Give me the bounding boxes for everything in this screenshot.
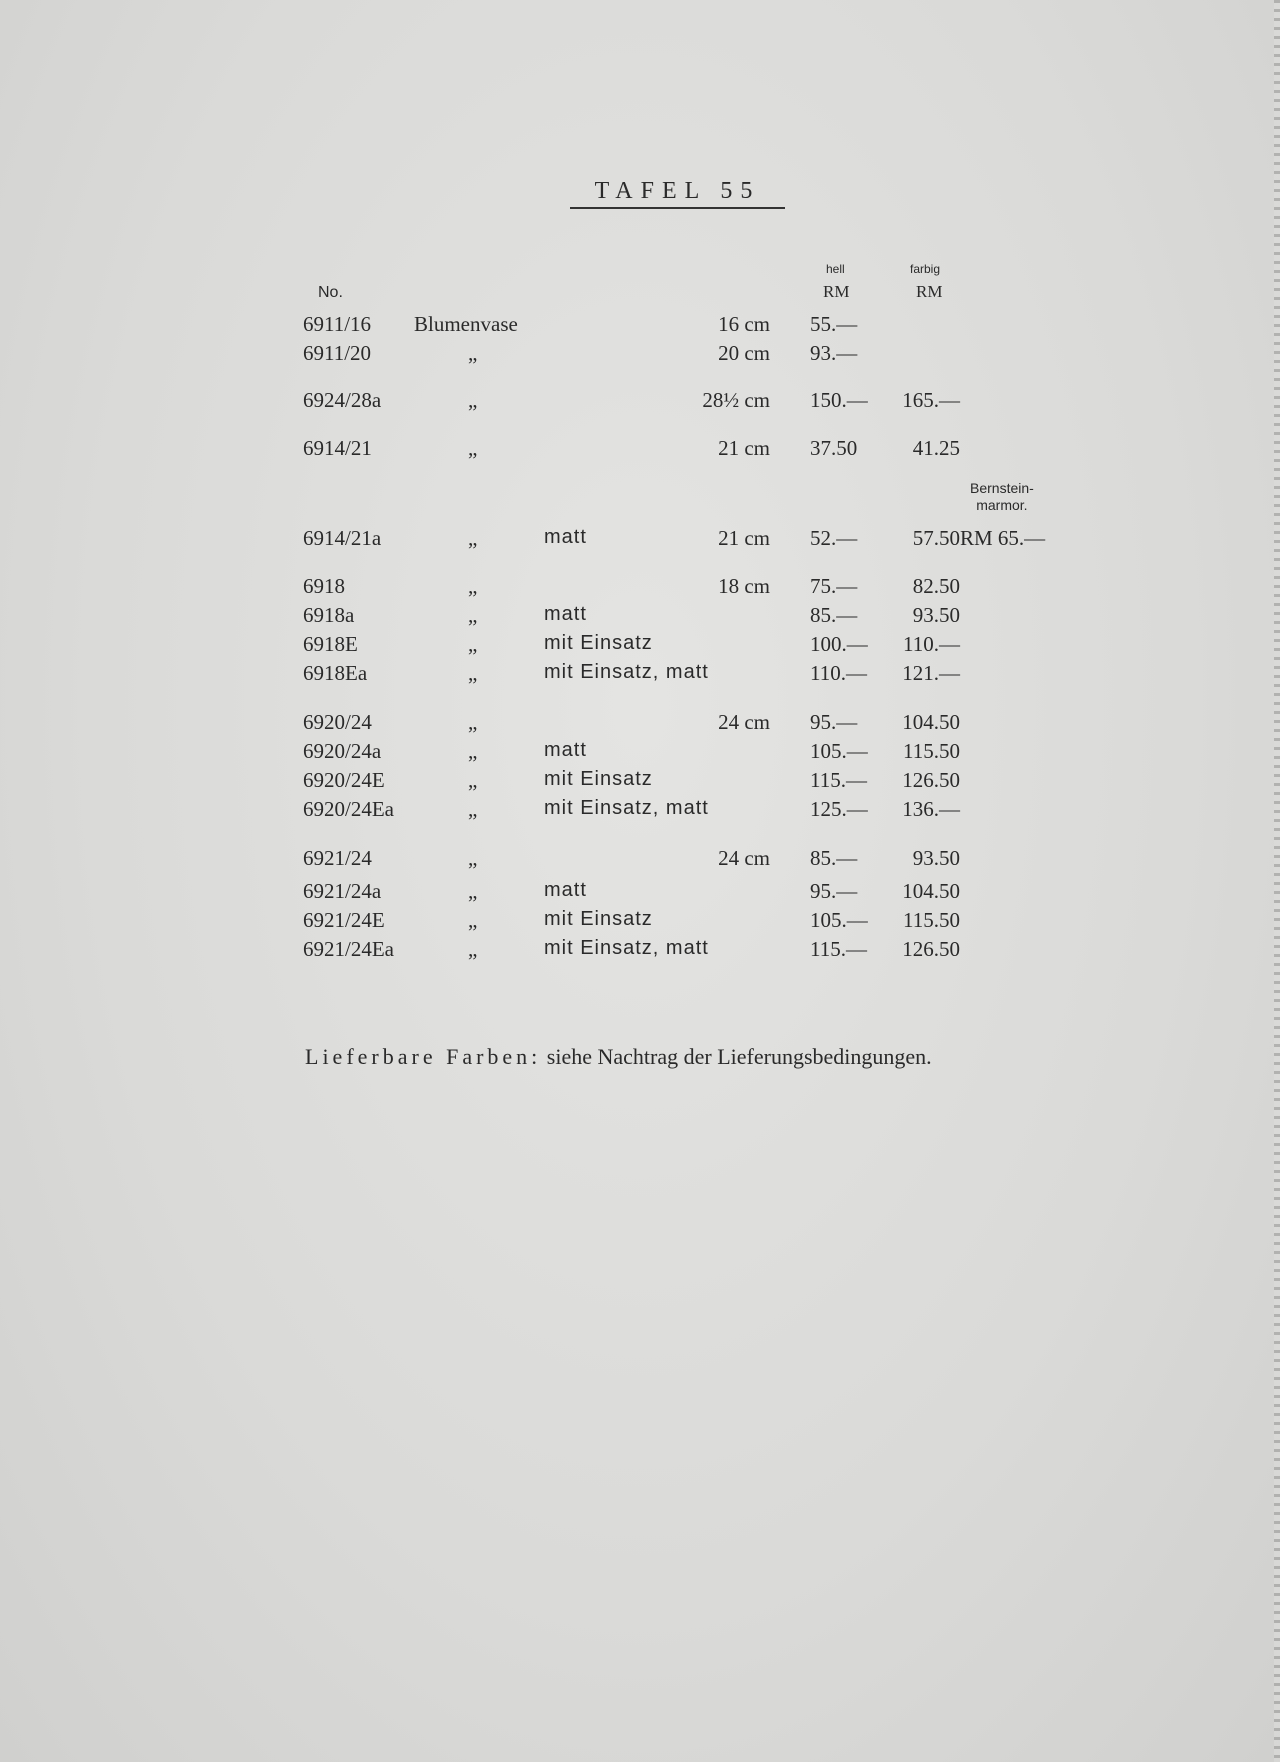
price-hell: 115.— <box>810 937 867 961</box>
item-name: „ <box>468 661 478 685</box>
footer-note <box>305 1044 932 1070</box>
item-name: „ <box>468 846 478 870</box>
price-farbig: 126.50 <box>902 937 960 961</box>
item-description: matt <box>544 603 587 625</box>
price-hell: 150.— <box>810 388 868 412</box>
item-description: mit Einsatz, matt <box>544 797 709 819</box>
price-hell: 100.— <box>810 632 868 656</box>
table-row <box>0 739 1280 767</box>
price-farbig: 104.50 <box>902 710 960 734</box>
item-number: 6914/21 <box>303 436 372 460</box>
item-number: 6911/16 <box>303 312 372 336</box>
table-row <box>0 768 1280 796</box>
item-description: mit Einsatz <box>544 632 653 654</box>
table-row <box>0 710 1280 738</box>
item-size: 28½ cm <box>702 388 770 412</box>
price-farbig: 121.— <box>902 661 960 685</box>
price-hell: 95.— <box>810 710 858 734</box>
item-name: „ <box>468 908 478 932</box>
item-name: „ <box>468 937 478 961</box>
table-row <box>0 661 1280 689</box>
price-farbig: 110.— <box>903 632 960 656</box>
item-description: mit Einsatz <box>544 768 653 790</box>
price-hell: 85.— <box>810 846 858 870</box>
item-description: matt <box>544 739 587 761</box>
price-hell: 105.— <box>810 908 868 932</box>
table-row <box>0 797 1280 825</box>
item-name: „ <box>468 341 478 365</box>
price-hell: 125.— <box>810 797 868 821</box>
price-bernsteinmarmor: RM 65.— <box>960 526 1046 550</box>
item-number: 6918a <box>303 603 355 627</box>
price-farbig: 126.50 <box>902 768 960 792</box>
item-name: „ <box>468 739 478 763</box>
item-size: 16 cm <box>718 312 770 336</box>
price-hell: 52.— <box>810 526 858 550</box>
price-hell: 55.— <box>810 312 858 336</box>
item-number: 6918Ea <box>303 661 368 685</box>
item-number: 6914/21a <box>303 526 382 550</box>
price-farbig: 41.25 <box>912 436 960 460</box>
note-line-1: Bernstein- <box>970 480 1034 496</box>
table-row <box>0 436 1280 464</box>
header-farbig-unit: RM <box>916 282 943 301</box>
header-hell-label: hell <box>826 262 845 276</box>
item-description: matt <box>544 526 587 548</box>
item-size: 21 cm <box>718 526 770 550</box>
table-row <box>0 603 1280 631</box>
price-farbig: 115.50 <box>903 908 960 932</box>
table-row <box>0 388 1280 416</box>
header-no: No. <box>318 284 343 301</box>
table-row <box>0 846 1280 874</box>
price-farbig: 93.50 <box>912 846 960 870</box>
item-size: 24 cm <box>718 710 770 734</box>
item-number: 6920/24Ea <box>303 797 394 821</box>
item-number: 6918 <box>303 574 345 598</box>
item-name: „ <box>468 526 478 550</box>
table-row <box>0 574 1280 602</box>
item-name: „ <box>468 768 478 792</box>
table-row <box>0 879 1280 907</box>
note-line-2: marmor. <box>976 497 1028 513</box>
item-number: 6911/20 <box>303 341 372 365</box>
item-name: „ <box>468 436 478 460</box>
price-farbig: 136.— <box>902 797 960 821</box>
header-hell-unit: RM <box>823 282 850 301</box>
item-number: 6920/24 <box>303 710 372 734</box>
item-number: 6920/24a <box>303 739 382 763</box>
table-row <box>0 526 1280 554</box>
price-hell: 95.— <box>810 879 858 903</box>
price-farbig: 115.50 <box>903 739 960 763</box>
item-number: 6921/24a <box>303 879 382 903</box>
item-number: 6921/24 <box>303 846 372 870</box>
item-number: 6921/24Ea <box>303 937 394 961</box>
price-hell: 75.— <box>810 574 858 598</box>
item-description: matt <box>544 879 587 901</box>
price-farbig: 57.50 <box>912 526 960 550</box>
price-hell: 105.— <box>810 739 868 763</box>
price-hell: 110.— <box>810 661 867 685</box>
item-name: „ <box>468 710 478 734</box>
item-name: „ <box>468 388 478 412</box>
item-name: „ <box>468 574 478 598</box>
item-number: 6918E <box>303 632 358 656</box>
header-farbig-label: farbig <box>910 262 941 276</box>
item-number: 6920/24E <box>303 768 385 792</box>
item-size: 21 cm <box>718 436 770 460</box>
item-name: „ <box>468 797 478 821</box>
price-hell: 115.— <box>810 768 867 792</box>
footer-rest: siehe Nachtrag der Lieferungsbedingungen. <box>541 1044 932 1069</box>
price-farbig: 82.50 <box>912 574 960 598</box>
item-number: 6924/28a <box>303 388 382 412</box>
table-row <box>0 908 1280 936</box>
price-hell: 37.50 <box>810 436 858 460</box>
item-description: mit Einsatz, matt <box>544 661 709 683</box>
price-hell: 85.— <box>810 603 858 627</box>
table-row <box>0 341 1280 369</box>
item-name: Blumenvase <box>414 312 518 336</box>
page-title: TAFEL 55 <box>570 178 785 209</box>
note-bernsteinmarmor <box>970 480 1034 514</box>
price-hell: 93.— <box>810 341 858 365</box>
item-size: 20 cm <box>718 341 770 365</box>
item-name: „ <box>468 879 478 903</box>
footer-lead: Lieferbare Farben: <box>305 1044 542 1069</box>
item-size: 24 cm <box>718 846 770 870</box>
price-farbig: 104.50 <box>902 879 960 903</box>
table-row <box>0 632 1280 660</box>
item-name: „ <box>468 632 478 656</box>
price-farbig: 165.— <box>902 388 960 412</box>
item-description: mit Einsatz <box>544 908 653 930</box>
item-number: 6921/24E <box>303 908 385 932</box>
price-farbig: 93.50 <box>912 603 960 627</box>
item-description: mit Einsatz, matt <box>544 937 709 959</box>
item-name: „ <box>468 603 478 627</box>
table-row <box>0 937 1280 965</box>
item-size: 18 cm <box>718 574 770 598</box>
table-row <box>0 312 1280 340</box>
